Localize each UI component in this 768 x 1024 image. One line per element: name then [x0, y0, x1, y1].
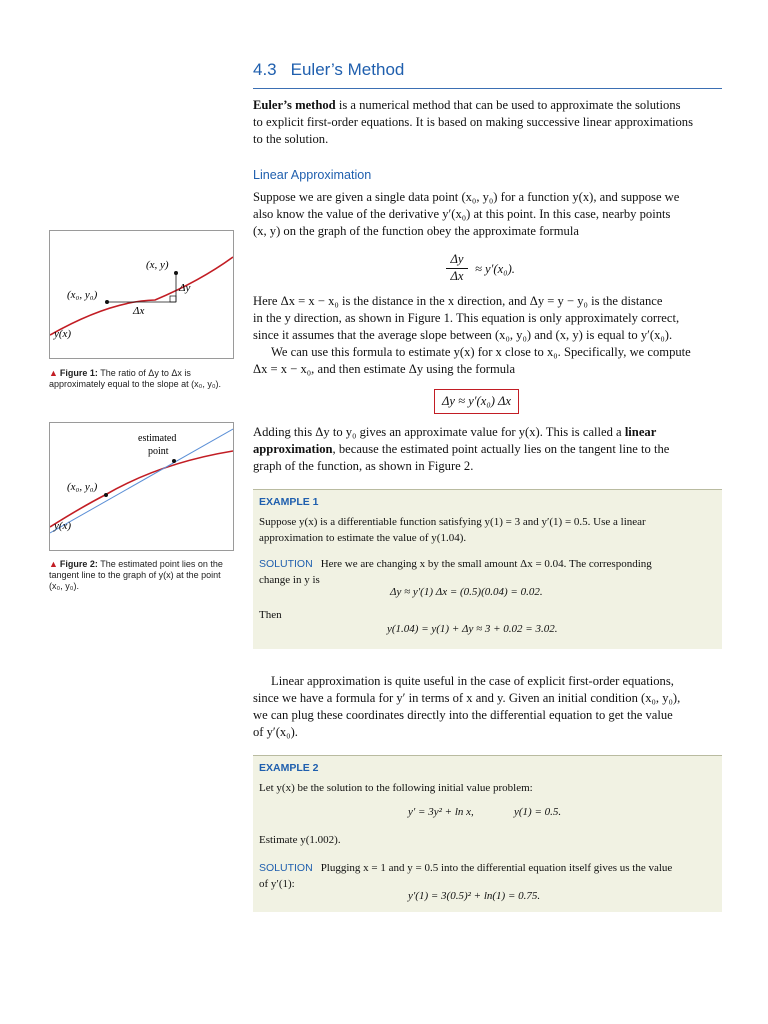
para3-line-1-text: Adding this Δy to y₀ gives an approximate value for y(x). This is called a — [253, 425, 625, 439]
para4-line-3: we can plug these coordinates directly into the differential equation to get the value — [253, 708, 673, 722]
figure-1-point-x0y0 — [105, 300, 109, 304]
figure-1-caption-line-1 — [49, 368, 234, 379]
figure-1-label-dx: Δx — [133, 305, 145, 317]
caption-triangle-icon: ▲ — [49, 559, 58, 569]
para3-line-2 — [253, 441, 722, 458]
para4-line-1: Linear approximation is quite useful in the case of explicit first-order equations, — [271, 674, 674, 688]
example-2-eq-1b: y(1) = 0.5. — [514, 806, 562, 818]
para3-line-2-text: , because the estimated point actually lies on the tangent line to the — [332, 442, 670, 456]
figure-1-label-curve: y(x) — [54, 328, 72, 340]
section-rule — [253, 88, 722, 89]
eq1-fraction — [446, 252, 468, 284]
figure-2-caption-line-2: tangent line to the graph of y(x) at the point — [49, 570, 221, 580]
figure-1-label-x0y0: (x₀, y₀) — [67, 289, 98, 301]
figure-2-label-estimated: estimated — [138, 433, 177, 444]
figure-1-label-xy: (x, y) — [146, 259, 169, 271]
intro-bold-term: Euler’s method — [253, 98, 336, 112]
para3-line-1 — [253, 424, 722, 441]
example-2-solution-label: SOLUTION — [259, 862, 313, 874]
example-1-box — [253, 489, 722, 649]
para2-line-3: since it assumes that the average slope between (x₀, y₀) and (x, y) is equal to y′(x₀). — [253, 328, 673, 342]
intro-line-1-text: is a numerical method that can be used to approximate the solutions — [335, 98, 681, 112]
figure-2 — [49, 422, 234, 551]
example-1-solution-text: Here we are changing x by the small amount Δx = 0.04. The corresponding — [320, 558, 652, 570]
figure-1-caption — [49, 368, 234, 390]
intro-line-2: to explicit first-order equations. It is based on making successive linear approximations — [253, 115, 693, 129]
figure-2-estimated-point — [172, 459, 176, 463]
para3-bold-approximation: approximation — [253, 442, 333, 456]
para4-line-4: of y′(x₀). — [253, 725, 298, 739]
example-1-problem — [259, 514, 717, 546]
para4-line-2: since we have a formula for y′ in terms of x and y. Given an initial condition (x₀, y₀), — [253, 691, 681, 705]
figure-1-point-xy — [174, 271, 178, 275]
example-1-solution — [259, 556, 717, 588]
example-1-line-1: Suppose y(x) is a differentiable function satisfying y(1) = 3 and y′(1) = 0.5. Use a linear — [259, 516, 646, 528]
figure-2-caption — [49, 559, 234, 592]
eq1-numerator: Δy — [450, 252, 464, 266]
eq1-rhs: ≈ y′(x₀). — [475, 262, 515, 276]
para2-line-2: in the y direction, as shown in Figure 1. This equation is only approximately correct, — [253, 311, 680, 325]
para1-line-3: (x, y) on the graph of the function obey the approximate formula — [253, 224, 579, 238]
paragraph-1 — [253, 189, 722, 240]
example-2-line-1: Let y(x) be the solution to the following initial value problem: — [259, 782, 533, 794]
figure-2-caption-line-3: (x₀, y₀). — [49, 581, 79, 591]
figure-1-caption-line-2: approximately equal to the slope at (x₀, y₀). — [49, 379, 222, 389]
figure-2-label-point: point — [148, 446, 169, 457]
eq2-boxed: Δy ≈ y′(x₀) Δx — [434, 389, 519, 414]
subsection-title: Linear Approximation — [253, 168, 372, 182]
figure-1-graphic — [50, 231, 233, 358]
intro-paragraph — [253, 97, 722, 148]
example-1-solution-line-1 — [259, 556, 717, 572]
figure-2-label-x0y0: (x₀, y₀) — [67, 481, 98, 493]
example-2-eq-2: y′(1) = 3(0.5)² + ln(1) = 0.75. — [408, 890, 541, 902]
paragraph-4 — [253, 673, 722, 741]
figure-1-caption-text-1: The ratio of Δy to Δx is — [100, 368, 191, 378]
caption-triangle-icon: ▲ — [49, 368, 58, 378]
example-1-eq-1: Δy ≈ y′(1) Δx = (0.5)(0.04) = 0.02. — [390, 586, 543, 598]
figure-2-caption-text-1: The estimated point lies on the — [100, 559, 223, 569]
example-2-solution — [259, 860, 717, 892]
figure-1-right-angle — [170, 296, 176, 302]
example-2-solution-line-2: of y′(1): — [259, 878, 295, 890]
example-1-solution-label: SOLUTION — [259, 558, 313, 570]
example-2-box — [253, 755, 722, 912]
figure-2-caption-line-1 — [49, 559, 234, 570]
para1-line-2: also know the value of the derivative y′(x₀) at this point. In this case, nearby points — [253, 207, 671, 221]
section-number: 4.3 — [253, 60, 277, 79]
example-2-title: EXAMPLE 2 — [259, 762, 319, 774]
para3-line-3: graph of the function, as shown in Figure 2. — [253, 459, 474, 473]
para3-bold-linear: linear — [624, 425, 657, 439]
example-1-line-2: approximation to estimate the value of y(1.04). — [259, 532, 467, 544]
example-2-solution-text: Plugging x = 1 and y = 0.5 into the differential equation itself gives us the value — [320, 862, 673, 874]
figure-2-point-x0y0 — [104, 493, 108, 497]
example-1-then: Then — [259, 609, 282, 621]
example-1-eq-2: y(1.04) = y(1) + Δy ≈ 3 + 0.02 = 3.02. — [387, 623, 558, 635]
paragraph-3 — [253, 424, 722, 475]
para2-line-1: Here Δx = x − x₀ is the distance in the x direction, and Δy = y − y₀ is the distance — [253, 294, 663, 308]
eq1-denominator: Δx — [446, 268, 468, 284]
para2-line-5: Δx = x − x₀, and then estimate Δy using the formula — [253, 362, 516, 376]
example-1-title: EXAMPLE 1 — [259, 496, 319, 508]
figure-2-label-curve: y(x) — [54, 520, 72, 532]
paragraph-2 — [253, 293, 722, 378]
example-2-line-2: Estimate y(1.002). — [259, 834, 341, 846]
section-name: Euler’s Method — [290, 60, 405, 79]
para2-line-4: We can use this formula to estimate y(x) for x close to x₀. Specifically, we compute — [271, 345, 691, 359]
intro-line-3: to the solution. — [253, 132, 329, 146]
figure-1-label-dy: Δy — [179, 282, 191, 294]
para1-line-1: Suppose we are given a single data point (x₀, y₀) for a function y(x), and suppose we — [253, 190, 680, 204]
intro-line-1 — [253, 97, 722, 114]
example-1-solution-line-2: change in y is — [259, 574, 320, 586]
example-2-eq-1a: y′ = 3y² + ln x, — [408, 806, 474, 818]
figure-2-caption-label: Figure 2: — [59, 559, 98, 569]
figure-2-graphic — [50, 423, 233, 550]
section-title — [253, 60, 404, 80]
figure-1-caption-label: Figure 1: — [59, 368, 98, 378]
example-2-solution-line-1 — [259, 860, 717, 876]
figure-1 — [49, 230, 234, 359]
